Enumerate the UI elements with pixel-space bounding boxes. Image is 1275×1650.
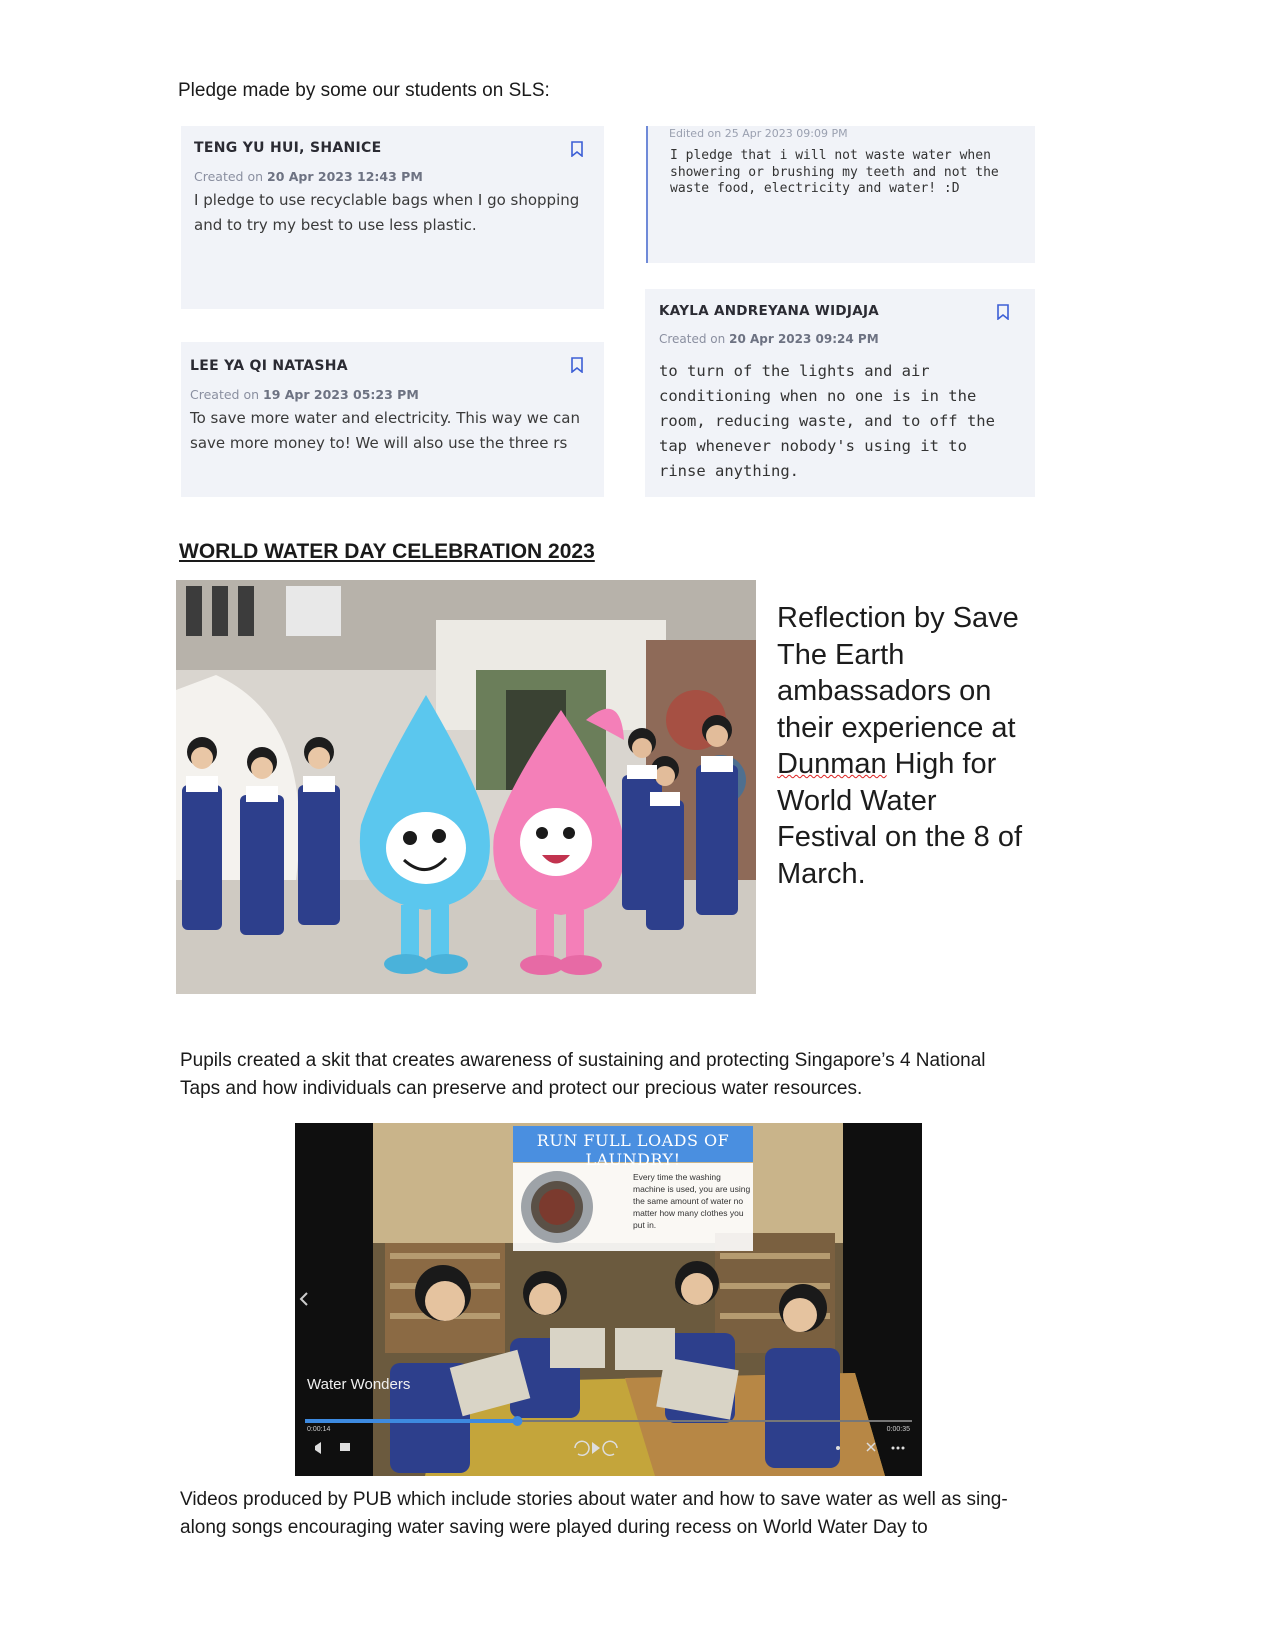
time-elapsed: 0:00:14 (307, 1426, 331, 1433)
intro-text: Pledge made by some our students on SLS: (178, 80, 550, 101)
pledge-card-edited (646, 126, 1035, 263)
forward-icon[interactable] (609, 1439, 625, 1455)
bookmark-icon[interactable] (571, 141, 583, 157)
pledge-created: Created on 20 Apr 2023 09:24 PM (659, 332, 879, 346)
pledge-author: TENG YU HUI, SHANICE (194, 140, 382, 156)
reflection-text: Reflection by Save The Earth ambassadors on their experience at Dunman High for World Water Festival on the 8 of March. (777, 602, 1023, 890)
pledge-created: Created on 19 Apr 2023 05:23 PM (190, 387, 419, 402)
play-icon[interactable] (589, 1439, 605, 1455)
progress-fill (305, 1419, 517, 1423)
volume-icon[interactable] (309, 1439, 325, 1455)
video-caption: Water Wonders (307, 1376, 411, 1393)
pledge-text: I pledge that i will not waste water when showering or brushing my teeth and not the waste food, electricity and water! :D (670, 148, 999, 196)
pledge-text: To save more water and electricity. This way we can save more money to! We will also use the three rs (190, 409, 580, 452)
pledge-text: I pledge to use recyclable bags when I go shopping and to try my best to use less plastic. (194, 191, 580, 234)
pledge-edited-date: Edited on 25 Apr 2023 09:09 PM (669, 127, 848, 140)
pledge-text: to turn of the lights and air conditioning when no one is in the room, reducing waste, and to off the tap whenever nobody's using it to rinse anything. (659, 362, 995, 480)
pledge-created: Created on 20 Apr 2023 12:43 PM (194, 169, 423, 184)
time-total: 0:00:35 (886, 1426, 910, 1433)
more-icon[interactable] (889, 1439, 907, 1455)
video-tip: Every time the washing machine is used, you are using the same amount of water no matter how many clothes you put in. (633, 1172, 751, 1230)
previous-arrow-icon[interactable] (297, 1289, 313, 1309)
pledge-card-shanice (181, 126, 604, 309)
pledge-author: KAYLA ANDREYANA WIDJAJA (659, 303, 880, 319)
pledge-author: LEE YA QI NATASHA (190, 358, 348, 374)
mascot-group-photo (176, 580, 756, 994)
skit-paragraph: Pupils created a skit that creates awareness of sustaining and protecting Singapore’s 4 National Taps and how individuals can preserve and protect our precious water resources. (180, 1050, 986, 1099)
section-title: WORLD WATER DAY CELEBRATION 2023 (179, 540, 595, 563)
pledge-card-kayla (645, 289, 1035, 497)
bookmark-icon[interactable] (571, 357, 583, 373)
closing-paragraph: Videos produced by PUB which include stories about water and how to save water as well as sing-along songs encouraging water saving were played during recess on World Water Day to (180, 1489, 1008, 1538)
progress-knob[interactable] (512, 1416, 522, 1426)
fullscreen-icon[interactable] (863, 1439, 879, 1455)
video-banner: RUN FULL LOADS OF LAUNDRY! (536, 1131, 730, 1169)
bookmark-icon[interactable] (997, 304, 1009, 320)
rewind-icon[interactable] (567, 1439, 583, 1455)
video-player[interactable] (295, 1123, 922, 1476)
spellcheck-word: Dunman (777, 748, 887, 780)
captions-icon[interactable] (337, 1439, 353, 1455)
pledge-card-natasha (181, 342, 604, 497)
